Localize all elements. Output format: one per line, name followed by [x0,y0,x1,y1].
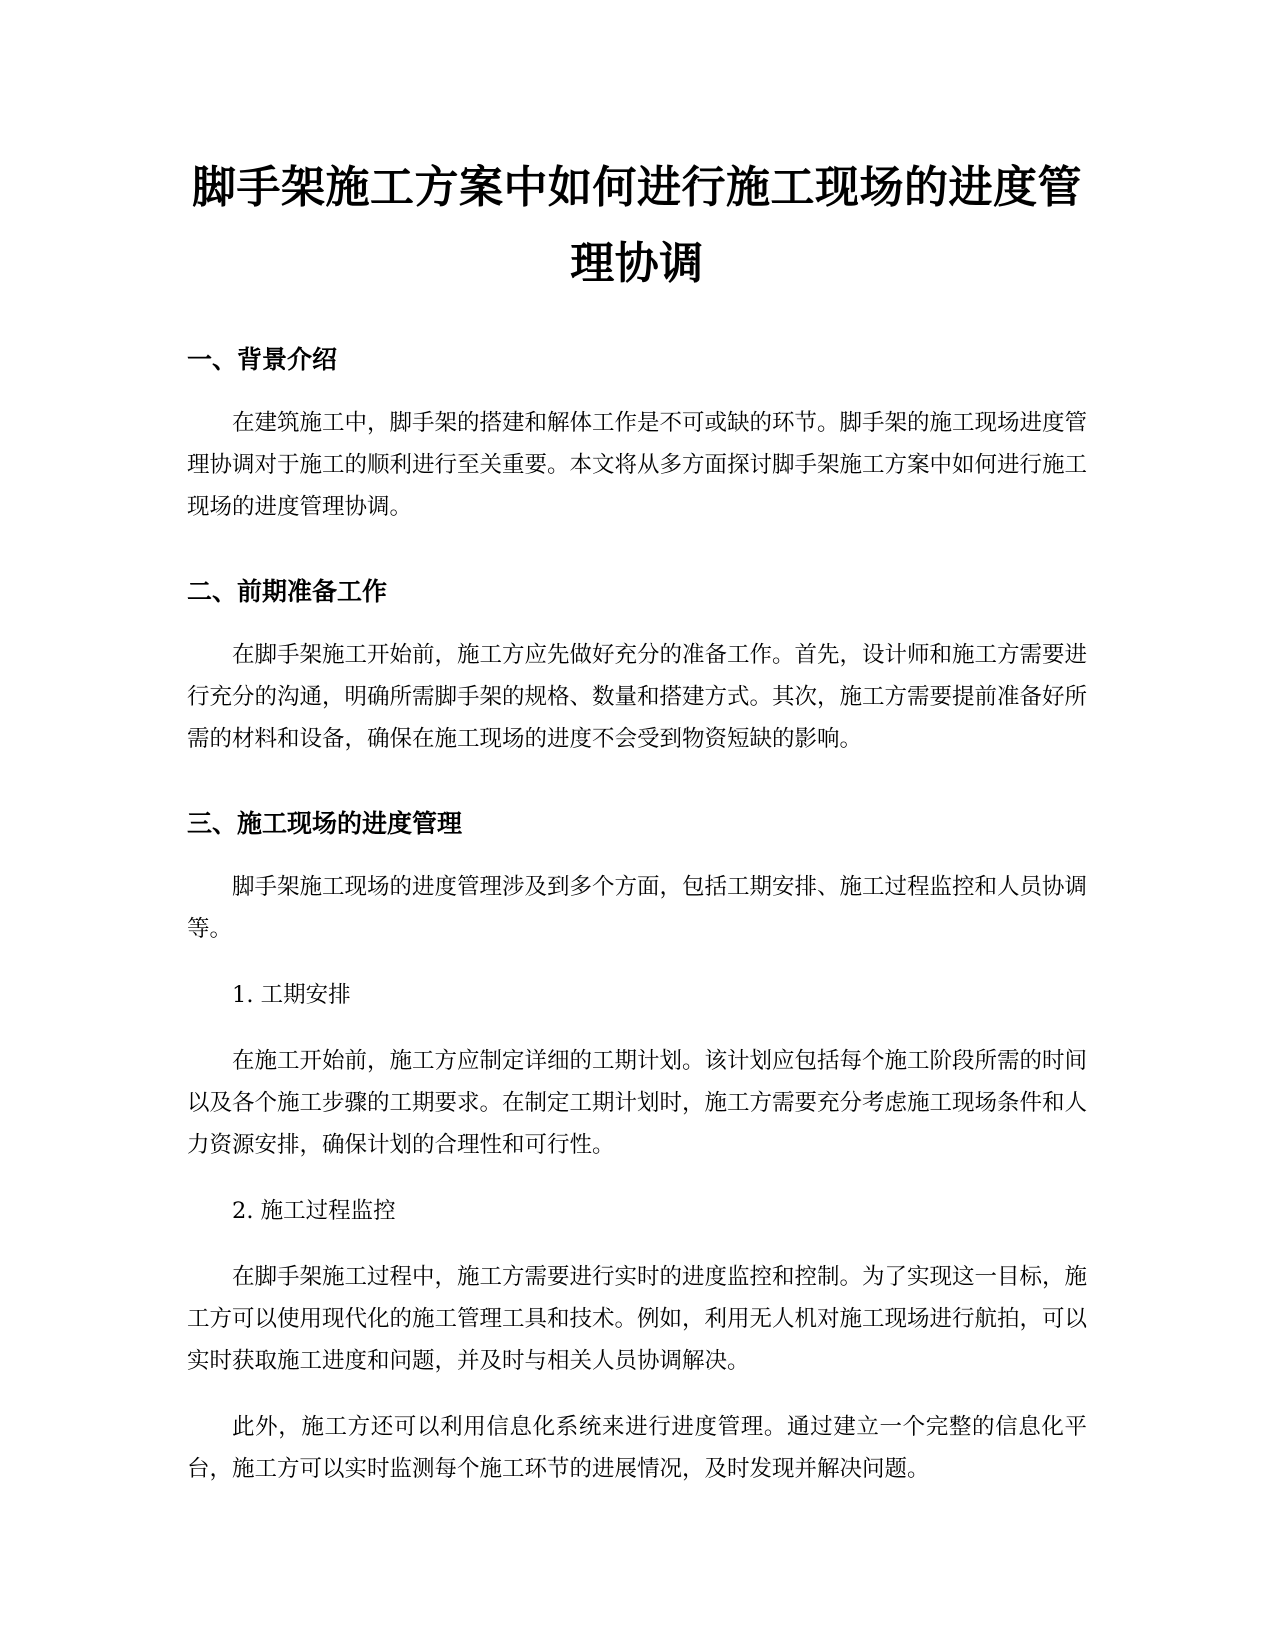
paragraph-monitoring: 在脚手架施工过程中，施工方需要进行实时的进度监控和控制。为了实现这一目标，施工方可以使用现代化的施工管理工具和技术。例如，利用无人机对施工现场进行航拍，可以实时获取施工进度和问题，并及时与相关人员协调解决。 [187,1264,1088,1374]
paragraph-preparation: 在脚手架施工开始前，施工方应先做好充分的准备工作。首先，设计师和施工方需要进行充分的沟通，明确所需脚手架的规格、数量和搭建方式。其次，施工方需要提前准备好所需的材料和设备，确保在施工现场的进度不会受到物资短缺的影响。 [187,642,1088,752]
subheading-monitoring: 2. 施工过程监控 [232,1198,396,1224]
paragraph-schedule: 在施工开始前，施工方应制定详细的工期计划。该计划应包括每个施工阶段所需的时间以及各个施工步骤的工期要求。在制定工期计划时，施工方需要充分考虑施工现场条件和人力资源安排，确保计划的合理性和可行性。 [187,1048,1088,1158]
subheading-schedule: 1. 工期安排 [232,982,351,1008]
section-heading-background: 一、背景介绍 [187,345,338,374]
paragraph-background: 在建筑施工中，脚手架的搭建和解体工作是不可或缺的环节。脚手架的施工现场进度管理协调对于施工的顺利进行至关重要。本文将从多方面探讨脚手架施工方案中如何进行施工现场的进度管理协调。 [187,410,1088,520]
paragraph-information-system: 此外，施工方还可以利用信息化系统来进行进度管理。通过建立一个完整的信息化平台，施工方可以实时监测每个施工环节的进展情况，及时发现并解决问题。 [187,1414,1087,1482]
document-title: 脚手架施工方案中如何进行施工现场的进度管理协调 [192,162,1082,289]
section-heading-preparation: 二、前期准备工作 [187,577,388,606]
section-heading-progress-management: 三、施工现场的进度管理 [187,809,463,838]
paragraph-progress-intro: 脚手架施工现场的进度管理涉及到多个方面，包括工期安排、施工过程监控和人员协调等。 [187,874,1088,942]
document-page [187,150,1087,1490]
